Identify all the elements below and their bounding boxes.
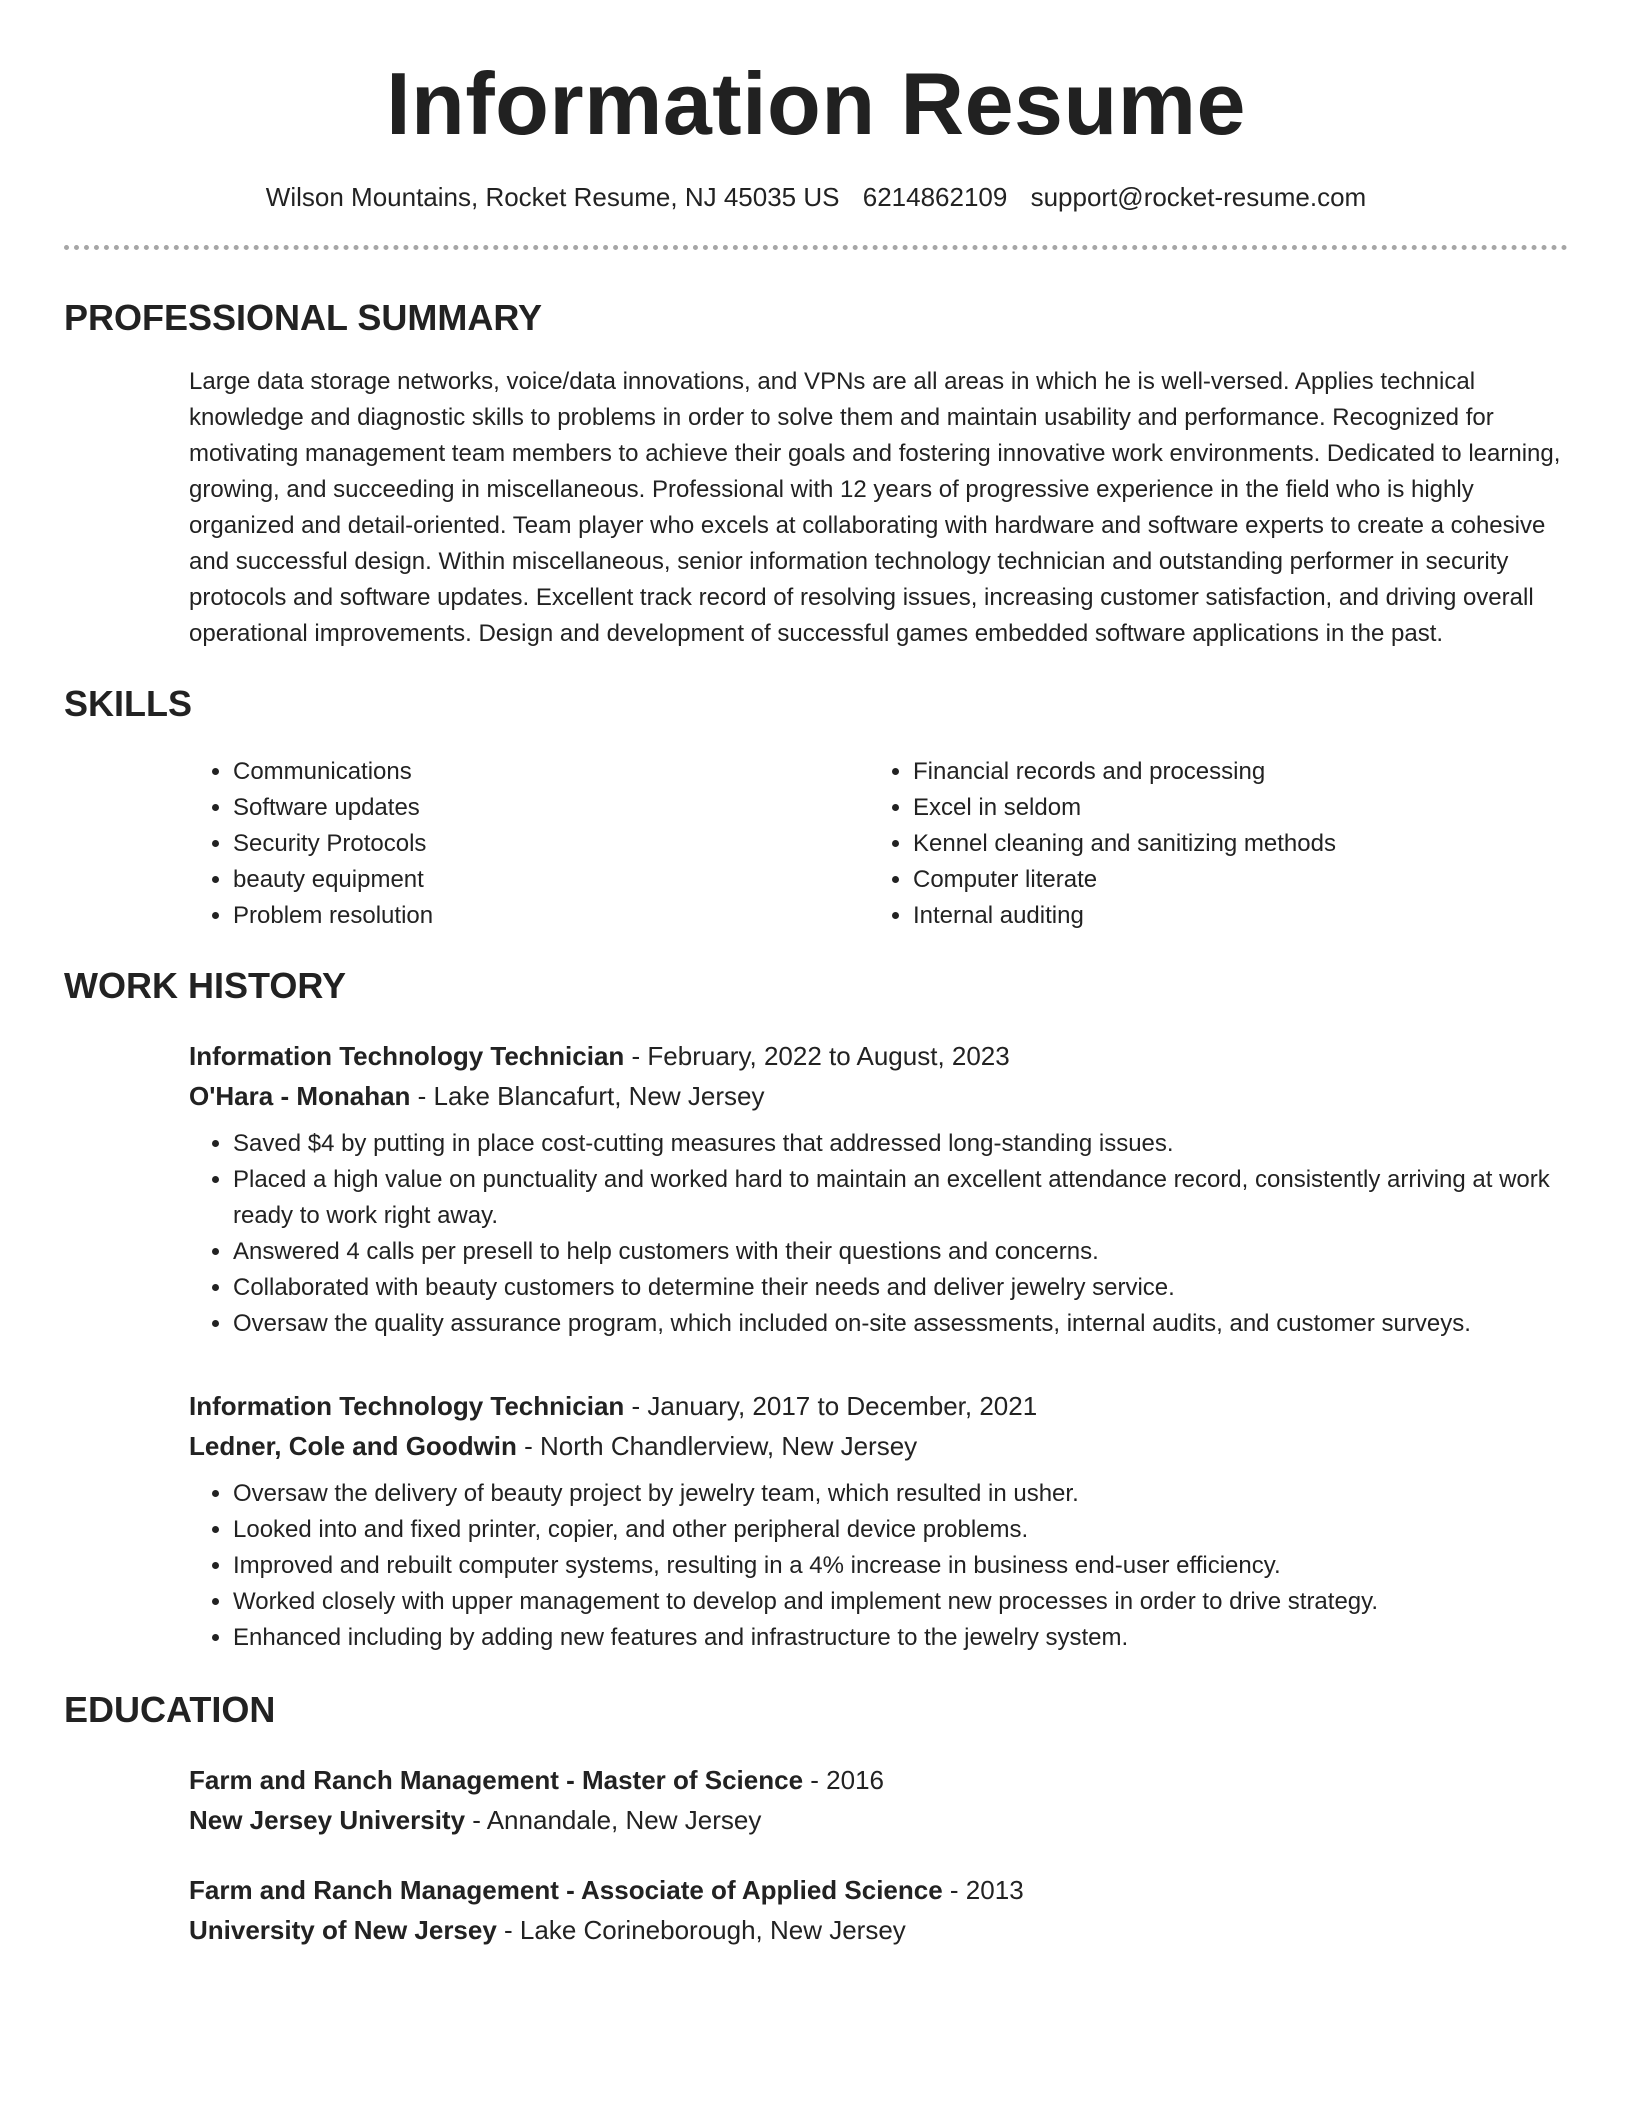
job-entry [189, 1386, 1568, 1656]
section-title-education: EDUCATION [64, 1689, 276, 1730]
education-degree-line [189, 1870, 1568, 1910]
job-company-line [189, 1426, 1568, 1466]
job-title-line [189, 1036, 1568, 1076]
job-bullet: • Collaborated with beauty customers to determine their needs and deliver jewelry service. [233, 1270, 1568, 1306]
education-year: - 2016 [803, 1765, 884, 1795]
job-bullet: • Looked into and fixed printer, copier, and other peripheral device problems. [233, 1512, 1568, 1548]
job-bullet: • Answered 4 calls per presell to help customers with their questions and concerns. [233, 1234, 1568, 1270]
education-entry [189, 1870, 1568, 1950]
skill-item: • beauty equipment [233, 862, 869, 898]
job-dates: - January, 2017 to December, 2021 [624, 1391, 1038, 1421]
job-bullets [189, 1476, 1568, 1656]
contact-email: support@rocket-resume.com [1030, 182, 1367, 212]
education-location: - Lake Corineborough, New Jersey [496, 1915, 906, 1945]
skill-item: • Computer literate [913, 862, 1549, 898]
resume-name: Information Resume [386, 54, 1246, 153]
education-school-line [189, 1800, 1568, 1840]
skill-item: • Security Protocols [233, 826, 869, 862]
education-entry [189, 1760, 1568, 1840]
job-bullet: • Placed a high value on punctuality and worked hard to maintain an excellent attendance record, consistently arriving at work ready to work right away. [233, 1162, 1568, 1234]
skill-item: • Problem resolution [233, 898, 869, 934]
skill-item: • Software updates [233, 790, 869, 826]
skills-grid [189, 754, 1568, 934]
education-year: - 2013 [942, 1875, 1024, 1905]
job-company-line [189, 1076, 1568, 1116]
education-degree: Farm and Ranch Management - Associate of Applied Science [189, 1875, 943, 1905]
skill-item: • Excel in seldom [913, 790, 1549, 826]
job-location: - North Chandlerview, New Jersey [516, 1431, 918, 1461]
job-bullet: • Worked closely with upper management to develop and implement new processes in order to drive strategy. [233, 1584, 1568, 1620]
job-bullet: • Saved $4 by putting in place cost-cutting measures that addressed long-standing issues. [233, 1126, 1568, 1162]
skills-column-left [189, 754, 869, 934]
section-title-work-history: WORK HISTORY [64, 965, 347, 1006]
skill-item: • Financial records and processing [913, 754, 1549, 790]
education-location: - Annandale, New Jersey [465, 1805, 762, 1835]
job-entry [189, 1036, 1568, 1342]
summary-text: Large data storage networks, voice/data innovations, and VPNs are all areas in which he is well-versed. Applies technical knowledge and diagnostic skills to problems in order to solve them and maintain usability and performance. Recognized for motivating management team members to achieve their goals and fostering innovative work environments. Dedicated to learning, growing, and succeeding in miscellaneous. Professional with 12 years of progressive experience in the field who is highly organized and detail-oriented. Team player who excels at collaborating with hardware and software experts to create a cohesive and successful design. Within miscellaneous, senior information technology technician and outstanding performer in security protocols and software updates. Excellent track record of resolving issues, increasing customer satisfaction, and driving overall operational improvements. Design and development of successful games embedded software applications in the past. [189, 368, 1561, 647]
education-school: New Jersey University [189, 1805, 466, 1835]
skill-item: • Kennel cleaning and sanitizing methods [913, 826, 1549, 862]
contact-address: Wilson Mountains, Rocket Resume, NJ 45035 US [265, 182, 840, 212]
education-degree: Farm and Ranch Management - Master of Science [189, 1765, 804, 1795]
contact-line [64, 182, 1568, 213]
skill-item: • Communications [233, 754, 869, 790]
job-title-line [189, 1386, 1568, 1426]
job-bullet: • Enhanced including by adding new features and infrastructure to the jewelry system. [233, 1620, 1568, 1656]
job-position: Information Technology Technician [189, 1041, 625, 1071]
header-divider [64, 245, 1568, 250]
contact-phone: 6214862109 [862, 182, 1008, 212]
education-school: University of New Jersey [189, 1915, 497, 1945]
job-bullet: • Oversaw the delivery of beauty project by jewelry team, which resulted in usher. [233, 1476, 1568, 1512]
job-bullets [189, 1126, 1568, 1342]
education-school-line [189, 1910, 1568, 1950]
skills-column-right [869, 754, 1549, 934]
job-company: O'Hara - Monahan [189, 1081, 411, 1111]
job-bullet: • Improved and rebuilt computer systems, resulting in a 4% increase in business end-user efficiency. [233, 1548, 1568, 1584]
job-position: Information Technology Technician [189, 1391, 625, 1421]
section-title-skills: SKILLS [64, 683, 193, 724]
job-bullet: • Oversaw the quality assurance program, which included on-site assessments, internal audits, and customer surveys. [233, 1306, 1568, 1342]
job-location: - Lake Blancafurt, New Jersey [410, 1081, 765, 1111]
job-dates: - February, 2022 to August, 2023 [624, 1041, 1010, 1071]
skill-item: • Internal auditing [913, 898, 1549, 934]
education-degree-line [189, 1760, 1568, 1800]
job-company: Ledner, Cole and Goodwin [189, 1431, 517, 1461]
section-title-summary: PROFESSIONAL SUMMARY [64, 297, 543, 338]
